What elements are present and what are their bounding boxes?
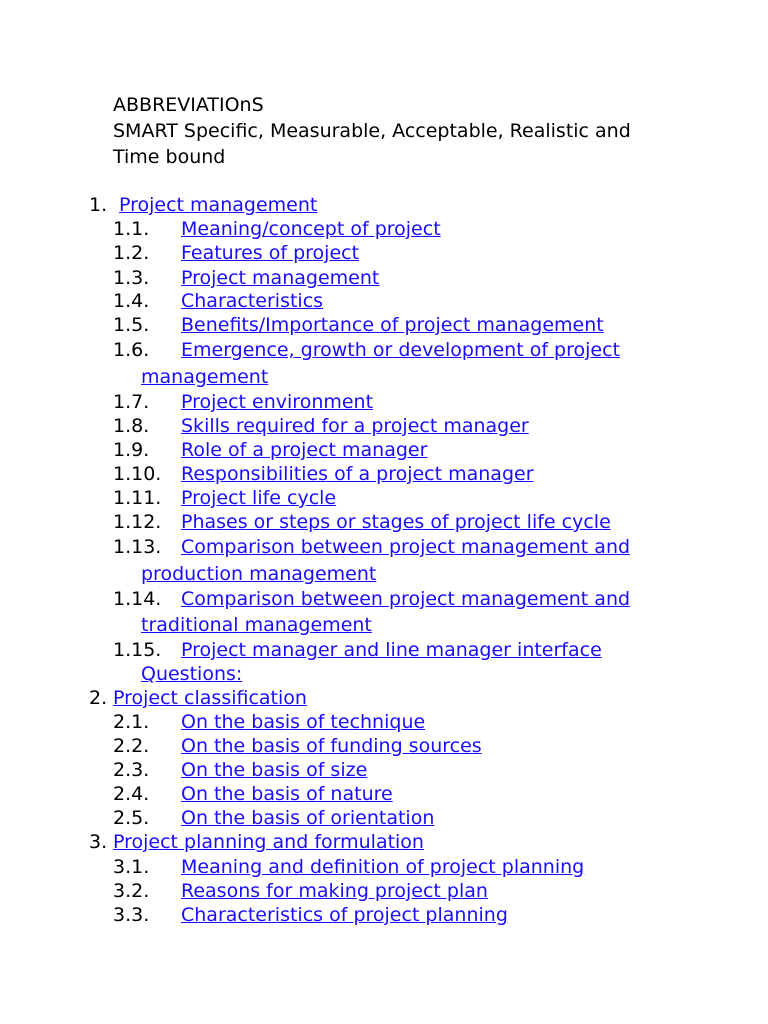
toc-item-link[interactable]: Meaning/concept of project	[181, 218, 441, 240]
toc-item-link[interactable]: On the basis of nature	[181, 783, 393, 805]
abbreviations-block	[113, 92, 713, 170]
toc-item-number: 2.1.	[113, 711, 150, 733]
toc-item-link[interactable]: Characteristics	[181, 290, 324, 312]
toc-section-number: 3.	[89, 831, 108, 853]
toc-item-number: 3.1.	[113, 856, 150, 878]
abbreviation-smart-line-1: SMART Specific, Measurable, Acceptable, Realistic and	[113, 120, 631, 142]
toc-item-number: 1.13.	[113, 536, 162, 558]
toc-item-number: 3.2.	[113, 880, 150, 902]
toc-item-number: 1.1.	[113, 218, 150, 240]
toc-item-link[interactable]: On the basis of funding sources	[181, 735, 482, 757]
toc-item-link[interactable]: Project environment	[181, 391, 374, 413]
toc-item-link[interactable]: Project life cycle	[181, 487, 337, 509]
toc-item-number: 1.3.	[113, 267, 150, 289]
toc-item-number: 1.9.	[113, 439, 150, 461]
toc-item-link[interactable]: Responsibilities of a project manager	[181, 463, 534, 485]
abbreviations-heading: ABBREVIATIOnS	[113, 94, 264, 116]
toc-item-number: 1.5.	[113, 314, 150, 336]
toc-item-link-continuation[interactable]: management	[141, 366, 269, 388]
toc-item-link[interactable]: Emergence, growth or development of project	[181, 339, 620, 361]
toc-item-link-continuation[interactable]: production management	[141, 563, 377, 585]
toc-section-number: 2.	[89, 687, 108, 709]
toc-item-number: 1.15.	[113, 639, 162, 661]
toc-item-number: 3.3.	[113, 904, 150, 926]
toc-item-link[interactable]: Characteristics of project planning	[181, 904, 508, 926]
toc-item-number: 2.5.	[113, 807, 150, 829]
toc-item-link[interactable]: Features of project	[181, 242, 360, 264]
toc-item-link[interactable]: Project management	[181, 267, 380, 289]
toc-item-number: 1.6.	[113, 339, 150, 361]
toc-item-link[interactable]: Comparison between project management and	[181, 536, 631, 558]
toc-item-number: 1.14.	[113, 588, 162, 610]
toc-item-number: 1.12.	[113, 511, 162, 533]
toc-item-link[interactable]: Comparison between project management and	[181, 588, 631, 610]
toc-item-link[interactable]: Skills required for a project manager	[181, 415, 529, 437]
toc-item-link[interactable]: Benefits/Importance of project management	[181, 314, 604, 336]
toc-item-number: 1.11.	[113, 487, 162, 509]
toc-item-number: 1.2.	[113, 242, 150, 264]
toc-item-link[interactable]: Role of a project manager	[181, 439, 428, 461]
toc-item-number: 2.3.	[113, 759, 150, 781]
toc-item-number: 2.2.	[113, 735, 150, 757]
toc-item-link[interactable]: Reasons for making project plan	[181, 880, 488, 902]
toc-questions-link[interactable]: Questions:	[141, 663, 243, 685]
toc-item-link[interactable]: Meaning and definition of project planning	[181, 856, 585, 878]
toc-section-link[interactable]: Project management	[119, 194, 318, 216]
toc-item-number: 1.4.	[113, 290, 150, 312]
abbreviation-smart-line-2: Time bound	[113, 146, 226, 168]
toc-section-link[interactable]: Project planning and formulation	[113, 831, 424, 853]
toc-item-number: 1.10.	[113, 463, 162, 485]
toc-item-link-continuation[interactable]: traditional management	[141, 614, 372, 636]
toc-item-link[interactable]: On the basis of technique	[181, 711, 426, 733]
toc-item-link[interactable]: On the basis of size	[181, 759, 368, 781]
toc-section-link[interactable]: Project classification	[113, 687, 307, 709]
toc-item-link[interactable]: On the basis of orientation	[181, 807, 435, 829]
toc-section-number: 1.	[89, 194, 108, 216]
toc-item-number: 2.4.	[113, 783, 150, 805]
toc-item-number: 1.7.	[113, 391, 150, 413]
toc-item-link[interactable]: Project manager and line manager interface	[181, 639, 602, 661]
toc-item-number: 1.8.	[113, 415, 150, 437]
toc-item-link[interactable]: Phases or steps or stages of project life cycle	[181, 511, 611, 533]
